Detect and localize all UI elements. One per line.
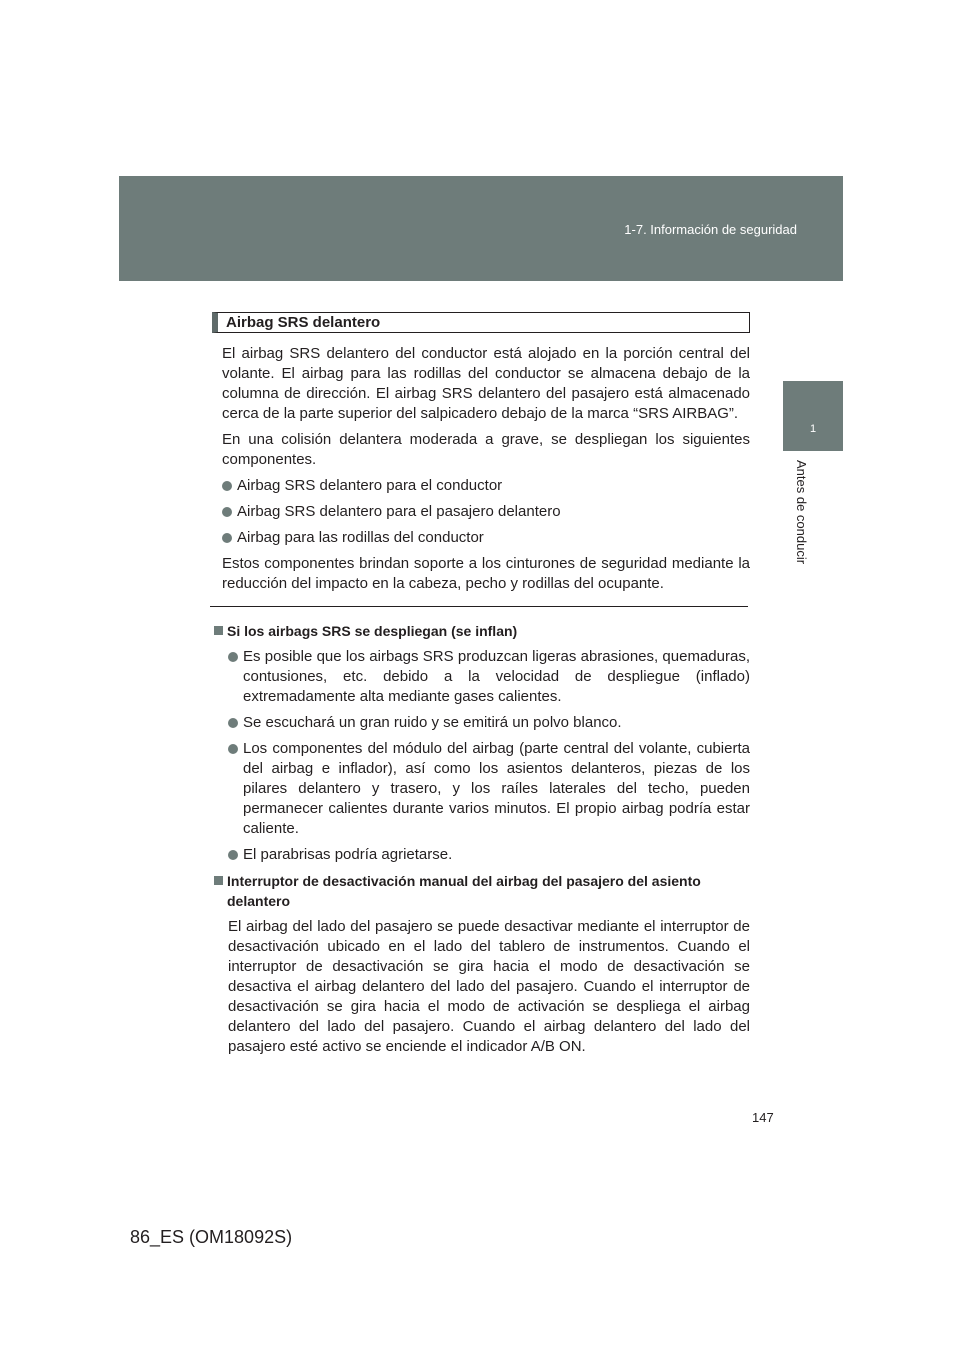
list-item-text: Airbag SRS delantero para el conductor (237, 477, 503, 494)
note-heading (214, 871, 750, 911)
notes-section (212, 621, 750, 1057)
page-number: 147 (752, 1110, 774, 1125)
list-item (228, 647, 750, 707)
bullet-dot-icon (228, 744, 238, 754)
list-item-text: El parabrisas podría agrietarse. (243, 846, 453, 863)
list-item (228, 739, 750, 839)
list-item (228, 713, 750, 733)
list-item-text: Los componentes del módulo del airbag (parte central del volante, cubierta del airbag e inflador), así como los asientos delanteros, piezas de los pilares delantero y trasero, y los raíles laterales del techo, pueden permanecer calientes durante varios minutos. El propio airbag podría estar caliente. (243, 740, 750, 837)
box-title: Airbag SRS delantero (212, 312, 750, 333)
divider (210, 606, 748, 607)
bullet-dot-icon (222, 481, 232, 491)
box-body (212, 344, 750, 594)
list-item-text: Se escuchará un gran ruido y se emitirá un polvo blanco. (243, 714, 622, 731)
square-bullet-icon (214, 626, 223, 635)
intro-paragraph: El airbag SRS delantero del conductor está alojado en la porción central del volante. El airbag para las rodillas del conductor se almacena debajo de la columna de dirección. El airbag SRS delantero del pasajero está almacenado cerca de la parte superior del salpicadero debajo de la marca “SRS AIRBAG”. (222, 345, 750, 422)
bullet-dot-icon (222, 533, 232, 543)
header-band (119, 176, 843, 281)
note-paragraph: El airbag del lado del pasajero se puede desactivar mediante el interruptor de desactivación ubicado en el lado del tablero de instrumentos. Cuando el interruptor de desactivación se gira hacia el modo de desactivación se desactiva el airbag delantero del lado del pasajero. Cuando el interruptor de desactivación se gira hacia el modo de activación se despliega el airbag delantero del lado del pasajero. Cuando el airbag delantero del lado del pasajero esté activo se enciende el indicador A/B ON. (228, 918, 750, 1055)
bullet-dot-icon (222, 507, 232, 517)
list-item (222, 476, 750, 496)
lead-paragraph: En una colisión delantera moderada a grave, se despliegan los siguientes componentes. (222, 431, 750, 468)
bullet-dot-icon (228, 718, 238, 728)
chapter-label: Antes de conducir (794, 460, 809, 565)
square-bullet-icon (214, 876, 223, 885)
bullet-dot-icon (228, 850, 238, 860)
note-body (214, 917, 750, 1057)
document-code: 86_ES (OM18092S) (130, 1227, 293, 1247)
list-item (228, 845, 750, 865)
bullet-dot-icon (228, 652, 238, 662)
note-heading-text: Interruptor de desactivación manual del airbag del pasajero del asiento delantero (227, 873, 701, 909)
closing-paragraph: Estos componentes brindan soporte a los cinturones de seguridad mediante la reducción del impacto en la cabeza, pecho y rodillas del ocupante. (222, 555, 750, 592)
list-item-text: Es posible que los airbags SRS produzcan ligeras abrasiones, quemaduras, contusiones, etc. debido a la velocidad de despliegue (inflado) extremadamente alta mediante gases calientes. (243, 648, 750, 705)
list-item-text: Airbag SRS delantero para el pasajero delantero (237, 503, 561, 520)
section-title: 1-7. Información de seguridad (624, 222, 797, 237)
note-heading-text: Si los airbags SRS se despliegan (se inflan) (227, 623, 518, 639)
list-item-text: Airbag para las rodillas del conductor (237, 529, 484, 546)
chapter-tab (783, 381, 843, 451)
note-body (214, 647, 750, 865)
list-item (222, 502, 750, 522)
note-heading (214, 621, 750, 641)
list-item (222, 528, 750, 548)
page-content (212, 312, 750, 1063)
chapter-number: 1 (809, 423, 817, 435)
